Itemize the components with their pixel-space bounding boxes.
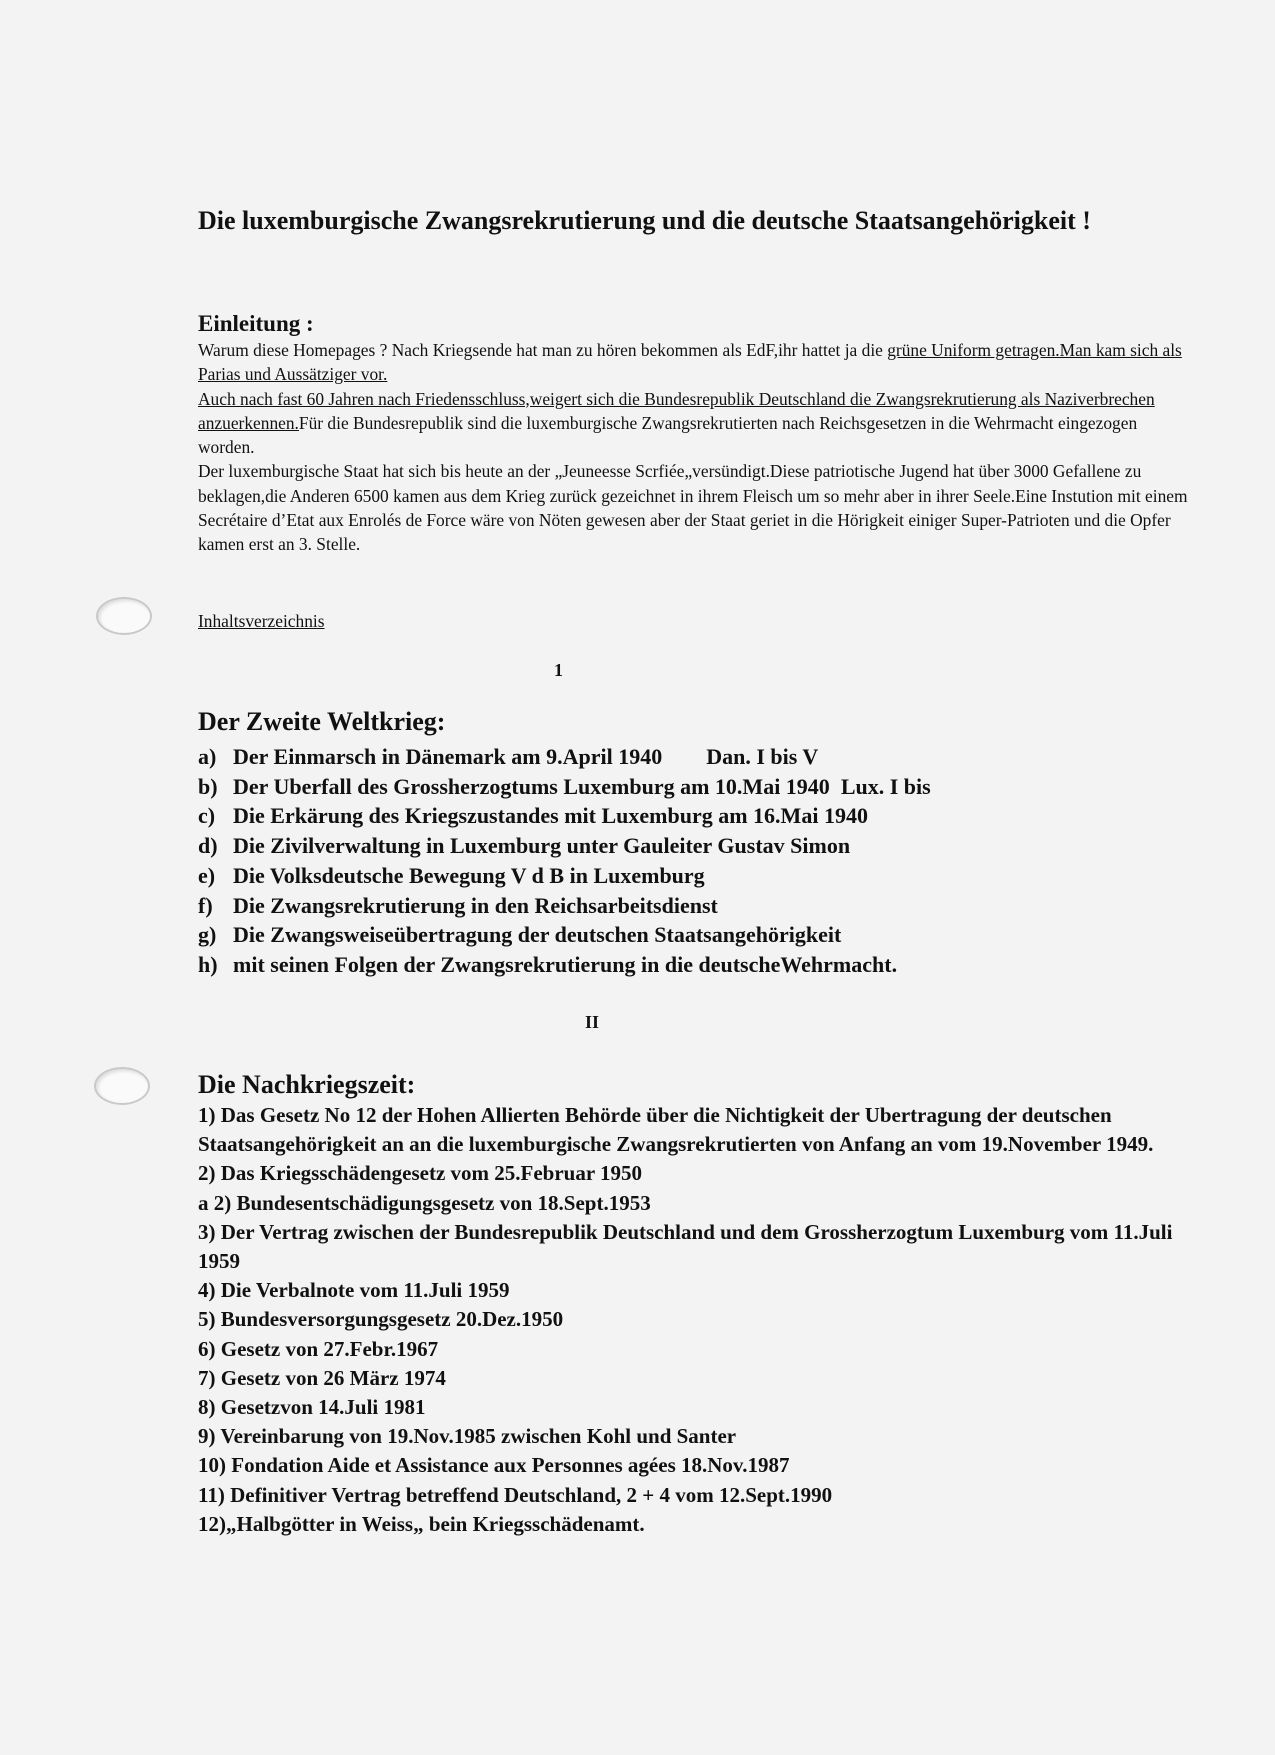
list-item: h) mit seinen Folgen der Zwangsrekrutierung in die deutscheWehrmacht. — [198, 951, 898, 977]
list-item: 2) Das Kriegsschädengesetz vom 25.Februar 1950 — [198, 1161, 643, 1186]
toc-link[interactable]: Inhaltsverzeichnis — [198, 611, 325, 631]
list-item: 12)„Halbgötter in Weiss„ bein Kriegsschädenamt. — [198, 1511, 645, 1536]
list-item: 11) Definitiver Vertrag betreffend Deutschland, 2 + 4 vom 12.Sept.1990 — [198, 1482, 833, 1507]
intro-sentence-3: Der luxemburgische Staat hat sich bis heute an der „Jeuneesse Scrfiée„versündigt.Diese patriotische Jugend hat über 3000 Gefallene zu beklagen,die Anderen 6500 kamen aus dem Krieg zurück gezeichnet in ihrem Fleisch um so mehr aber in ihrer Seele.Eine Instution mit einem Secrétaire d’Etat aux Enrolés de Force wäre von Nöten gewesen aber der Staat geriet in die Hörigkeit einiger Super-Patrioten und die Opfer kamen erst an 3. Stelle. — [198, 461, 1188, 555]
list-item: 8) Gesetzvon 14.Juli 1981 — [198, 1395, 426, 1420]
list-item: e) Die Volksdeutsche Bewegung V d B in Luxemburg — [198, 862, 705, 888]
punch-hole-lower — [94, 1067, 150, 1105]
intro-sentence-2: Für die Bundesrepublik sind die luxemburgische Zwangsrekrutierten nach Reichsgesetzen in die Wehrmacht eingezogen worden. — [198, 412, 1138, 458]
section-number-2: II — [585, 1012, 600, 1032]
list-item: 6) Gesetz von 27.Febr.1967 — [198, 1336, 439, 1361]
section-heading-war: Der Zweite Weltkrieg: — [198, 707, 446, 736]
list-item: d) Die Zivilverwaltung in Luxemburg unter Gauleiter Gustav Simon — [198, 833, 851, 859]
item-reference: Lux. I bis — [840, 773, 931, 799]
intro-heading: Einleitung : — [198, 311, 314, 336]
list-item: 4) Die Verbalnote vom 11.Juli 1959 — [198, 1278, 510, 1303]
list-item: 10) Fondation Aide et Assistance aux Personnes agées 18.Nov.1987 — [198, 1453, 790, 1478]
list-item: c) Die Erkärung des Kriegszustandes mit Luxemburg am 16.Mai 1940 — [198, 803, 868, 829]
list-item: g) Die Zwangsweiseübertragung der deutschen Staatsangehörigkeit — [198, 922, 842, 948]
list-item: b) Der Uberfall des Grossherzogtums Luxemburg am 10.Mai 1940 Lux. I bis — [198, 773, 931, 799]
list-item: f) Die Zwangsrekrutierung in den Reichsarbeitsdienst — [198, 892, 718, 918]
page-title: Die luxemburgische Zwangsrekrutierung und die deutsche Staatsangehörigkeit ! — [198, 206, 1091, 235]
list-item: 1) Das Gesetz No 12 der Hohen Allierten Behörde über die Nichtigkeit der Ubertragung der deutschen Staatsangehörigkeit an an die luxemburgische Zwangsrekrutierten von Anfang an vom 19.November 1949. — [198, 1103, 1154, 1157]
item-reference: Dan. I bis V — [706, 744, 819, 769]
postwar-topics-list — [198, 1101, 1188, 1539]
list-item: 5) Bundesversorgungsgesetz 20.Dez.1950 — [198, 1307, 564, 1332]
list-item: 3) Der Vertrag zwischen der Bundesrepublik Deutschland und dem Grossherzogtum Luxemburg vom 11.Juli 1959 — [198, 1219, 1173, 1274]
intro-paragraph — [198, 338, 1188, 557]
list-item: a 2) Bundesentschädigungsgesetz von 18.Sept.1953 — [198, 1190, 651, 1215]
intro-sentence-1: Warum diese Homepages ? Nach Kriegsende hat man zu hören bekommen als EdF,ihr hattet ja die — [198, 340, 888, 360]
intro-underlined-2: Auch nach fast 60 Jahren nach Friedensschluss,weigert sich die Bundesrepublik Deutschland die Zwangsrekrutierung als Naziverbrechen anzuerkennen. — [198, 388, 1155, 433]
section-number-1: 1 — [554, 660, 563, 680]
war-topics-list — [198, 742, 1198, 980]
list-item: a) Der Einmarsch in Dänemark am 9.April 1940 Dan. I bis V — [198, 744, 819, 769]
list-item: 9) Vereinbarung von 19.Nov.1985 zwischen Kohl und Santer — [198, 1424, 737, 1449]
intro-underlined-1: grüne Uniform getragen.Man kam sich als Parias und Aussätziger vor. — [198, 340, 1182, 385]
section-heading-postwar: Die Nachkriegszeit: — [198, 1070, 416, 1099]
punch-hole-upper — [96, 597, 152, 635]
list-item: 7) Gesetz von 26 März 1974 — [198, 1365, 446, 1390]
